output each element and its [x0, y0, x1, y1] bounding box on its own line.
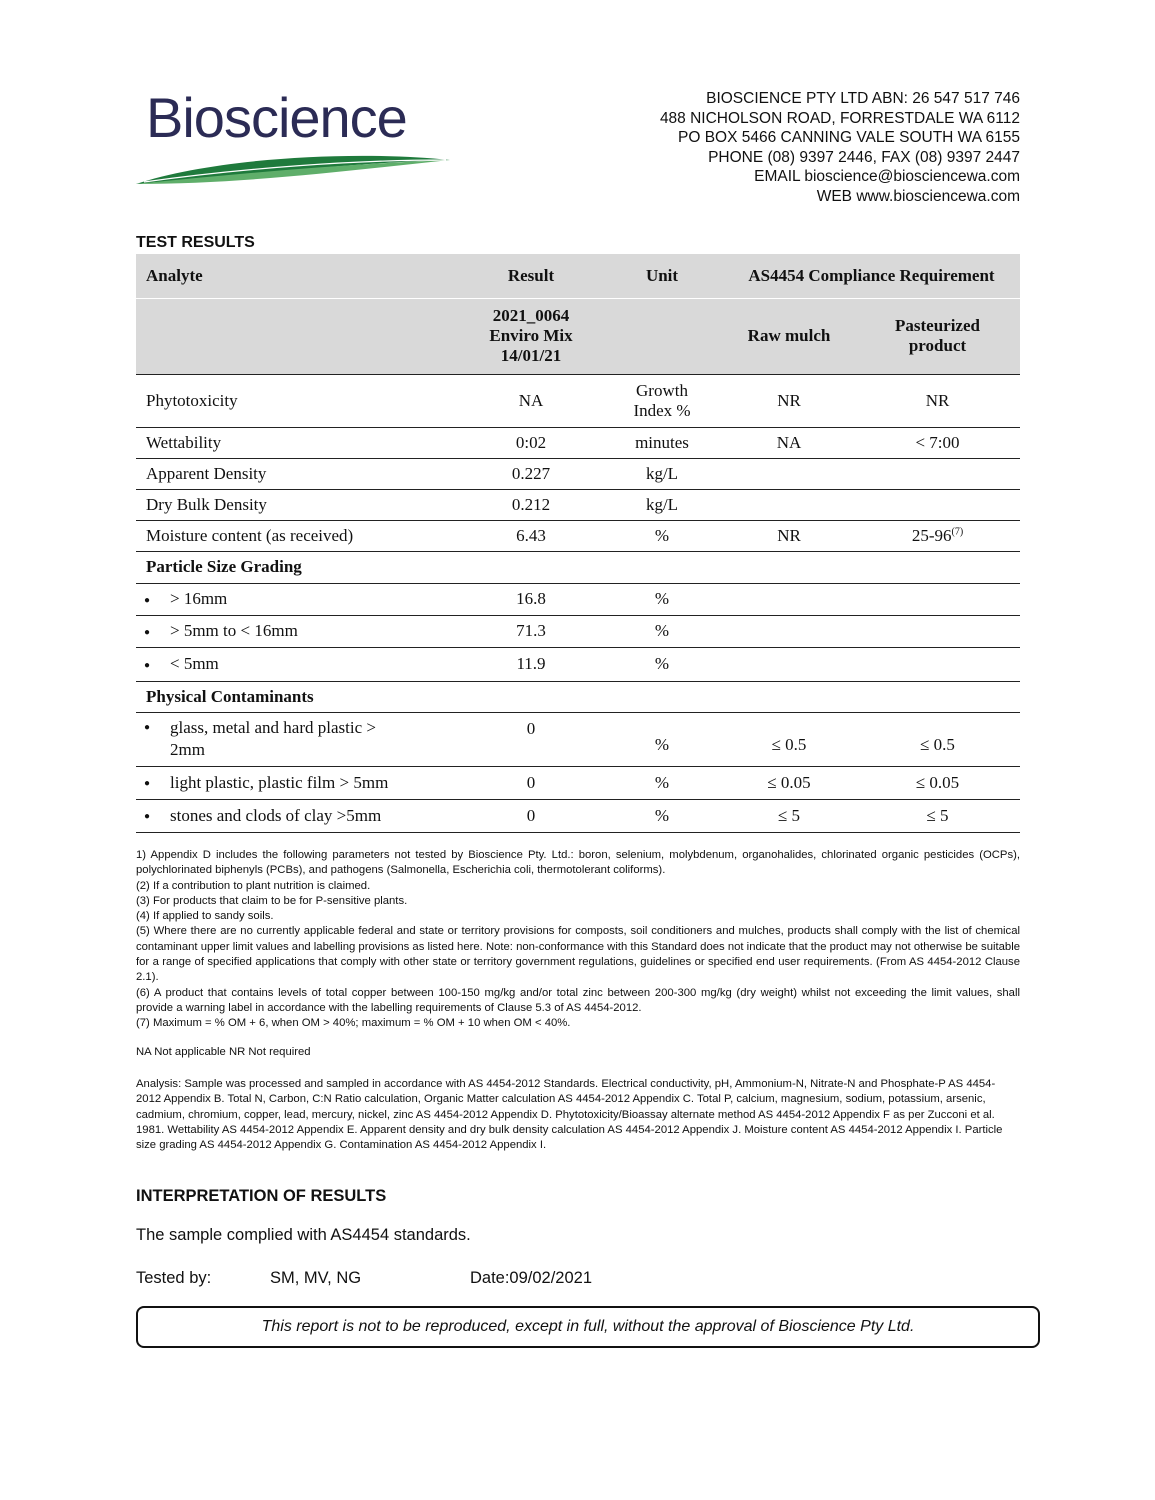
sample-id [461, 298, 601, 374]
table-row [136, 615, 1020, 647]
pasteurized-line1: Pasteurized [895, 316, 980, 335]
analyte-label: < 5mm [170, 654, 219, 673]
result-cell: NA [461, 374, 601, 427]
abbreviation-legend: NA Not applicable NR Not required [136, 1046, 311, 1058]
pasteurized-cell [855, 489, 1020, 520]
test-results-heading: TEST RESULTS [136, 234, 255, 251]
raw-cell: NA [723, 427, 855, 458]
pasteurized-line2: product [908, 336, 967, 355]
unit-cell [601, 374, 723, 427]
raw-cell: NR [723, 520, 855, 551]
company-details [660, 89, 1020, 207]
section-row-particle [136, 551, 1020, 583]
analyte-cell [136, 647, 461, 681]
unit-cell: kg/L [601, 489, 723, 520]
footnote-5: (5) Where there are no currently applicable federal and state or territory provisions for composts, soil conditioners and mulches, products shall comply with the list of chemical contaminant upper limit values and labelling provisions as listed here. Note: non-conformance with this Standard does not indicate that the product may not otherwise be suitable for a range of specified applications that comply with other state or territory government regulations, guidelines or specified end user requirements. (From AS 4454-2012 Clause 2.1). [136, 925, 1020, 984]
table-row [136, 583, 1020, 615]
pasteurized-cell: < 7:00 [855, 427, 1020, 458]
footnotes [136, 848, 1020, 1032]
test-date: Date:09/02/2021 [470, 1269, 593, 1287]
result-cell: 11.9 [461, 647, 601, 681]
company-address: 488 NICHOLSON ROAD, FORRESTDALE WA 6112 [659, 109, 1020, 127]
company-email: EMAIL bioscience@biosciencewa.com [754, 168, 1020, 186]
company-po-box: PO BOX 5466 CANNING VALE SOUTH WA 6155 [678, 129, 1020, 147]
result-cell: 0.227 [461, 458, 601, 489]
footnote-4: (4) If applied to sandy soils. [136, 910, 274, 923]
analyte-label: light plastic, plastic film > 5mm [170, 772, 389, 792]
table-row [136, 647, 1020, 681]
pasteurized-header [855, 298, 1020, 374]
unit-line1: Growth [636, 380, 688, 400]
analyte-cell: Dry Bulk Density [136, 489, 461, 520]
raw-cell: ≤ 0.05 [723, 766, 855, 799]
interpretation-text: The sample complied with AS4454 standards. [136, 1226, 471, 1244]
pasteurized-cell [855, 520, 1020, 551]
result-cell: 0 [461, 799, 601, 832]
header-unit: Unit [601, 254, 723, 298]
raw-cell [723, 489, 855, 520]
bullet-icon: ● [144, 594, 151, 606]
unit-cell: % [601, 712, 723, 766]
particle-size-heading: Particle Size Grading [136, 551, 461, 583]
footnote-7: (7) Maximum = % OM + 6, when OM > 40%; maximum = % OM + 10 when OM < 40%. [136, 1017, 571, 1030]
analyte-cell [136, 799, 461, 832]
raw-cell: ≤ 0.5 [723, 712, 855, 766]
result-cell: 0 [461, 766, 601, 799]
company-phone: PHONE (08) 9397 2446, FAX (08) 9397 2447 [708, 148, 1020, 166]
bullet-icon: ● [144, 722, 151, 733]
bullet-icon: ● [144, 659, 151, 671]
header-compliance: AS4454 Compliance Requirement [723, 254, 1020, 298]
analyte-cell: Phytotoxicity [136, 374, 461, 427]
header-analyte: Analyte [136, 254, 461, 298]
result-cell: 0.212 [461, 489, 601, 520]
unit-line2: Index % [633, 400, 691, 420]
disclaimer-box: This report is not to be reproduced, except in full, without the approval of Bioscience Pty Ltd. [136, 1306, 1040, 1348]
raw-cell: NR [723, 374, 855, 427]
analyte-cell: Moisture content (as received) [136, 520, 461, 551]
unit-cell: % [601, 520, 723, 551]
analyte-cell [136, 615, 461, 647]
table-subheader-row [136, 298, 1020, 374]
header-result: Result [461, 254, 601, 298]
moisture-range: 25-96 [911, 525, 952, 545]
sample-code: 2021_0064 [492, 306, 570, 325]
unit-cell: % [601, 766, 723, 799]
table-row [136, 374, 1020, 427]
analyte-label: > 16mm [170, 589, 228, 608]
unit-cell: kg/L [601, 458, 723, 489]
result-cell: 0:02 [461, 427, 601, 458]
table-row [136, 712, 1020, 766]
result-cell: 71.3 [461, 615, 601, 647]
analyte-label: stones and clods of clay >5mm [170, 805, 382, 825]
bullet-icon: ● [144, 778, 151, 790]
analysis-methods: Analysis: Sample was processed and sampled in accordance with AS 4454-2012 Standards. Electrical conductivity, pH, Ammonium-N, Nitrate-N and Phosphate-P AS 4454-2012 Appendix B. Total N, Carbon, C:N Ratio calculation, Organic Matter calculation AS 4454-2012 Appendix C. Total P, calcium, magnesium, sodium, potassium, arsenic, cadmium, chromium, copper, lead, mercury, nickel, zinc AS 4454-2012 Appendix D. Phytotoxicity/Bioassay alternate method AS 4454-2012 Appendix F as per Zucconi et al. 1981. Wettability AS 4454-2012 Appendix E. Apparent density and dry bulk density calculation AS 4454-2012 Appendix J. Moisture content AS 4454-2012 Appendix I. Particle size grading AS 4454-2012 Appendix G. Contamination AS 4454-2012 Appendix I. [136, 1078, 1003, 1152]
table-row [136, 458, 1020, 489]
sample-date: 14/01/21 [500, 346, 562, 365]
table-row [136, 766, 1020, 799]
analyte-label: glass, metal and hard plastic > 2mm [170, 718, 376, 759]
pasteurized-cell: ≤ 5 [855, 799, 1020, 832]
sample-name: Enviro Mix [489, 326, 573, 345]
footnote-1: 1) Appendix D includes the following parameters not tested by Bioscience Pty. Ltd.: boron, selenium, molybdenum, organohalides, chlorinated organic pesticides (OCPs), polychlorinated biphenyls (PCBs), and pathogens (Salmonella, Escherichia coli, thermotolerant coliforms). [136, 849, 1020, 877]
raw-cell [723, 458, 855, 489]
analyte-cell: Apparent Density [136, 458, 461, 489]
analyte-label: > 5mm to < 16mm [170, 621, 298, 640]
table-row [136, 520, 1020, 551]
interpretation-heading: INTERPRETATION OF RESULTS [136, 1187, 387, 1205]
pasteurized-cell: ≤ 0.05 [855, 766, 1020, 799]
unit-cell: % [601, 799, 723, 832]
logo-text: Bioscience [146, 86, 407, 149]
bioscience-logo [134, 86, 454, 198]
tested-by-names: SM, MV, NG [270, 1269, 362, 1287]
table-row [136, 427, 1020, 458]
unit-cell: % [601, 647, 723, 681]
results-table [136, 254, 1020, 833]
physical-contaminants-heading: Physical Contaminants [136, 681, 461, 712]
tested-by-label: Tested by: [136, 1269, 212, 1287]
pasteurized-cell [855, 458, 1020, 489]
result-cell: 6.43 [461, 520, 601, 551]
raw-cell: ≤ 5 [723, 799, 855, 832]
table-row [136, 799, 1020, 832]
analyte-cell [136, 583, 461, 615]
raw-mulch-header: Raw mulch [723, 298, 855, 374]
analyte-cell [136, 766, 461, 799]
bullet-icon: ● [144, 626, 151, 638]
table-header-row [136, 254, 1020, 298]
company-web: WEB www.biosciencewa.com [816, 187, 1020, 205]
analyte-cell [136, 712, 461, 766]
analyte-cell: Wettability [136, 427, 461, 458]
footnote-2: (2) If a contribution to plant nutrition is claimed. [136, 879, 371, 892]
result-cell: 16.8 [461, 583, 601, 615]
company-abn: BIOSCIENCE PTY LTD ABN: 26 547 517 746 [706, 90, 1020, 107]
bullet-icon: ● [144, 811, 151, 823]
footnote-3: (3) For products that claim to be for P-sensitive plants. [136, 894, 408, 907]
leaf-icon [134, 148, 454, 192]
unit-cell: minutes [601, 427, 723, 458]
pasteurized-cell: ≤ 0.5 [855, 712, 1020, 766]
table-row [136, 489, 1020, 520]
unit-cell: % [601, 583, 723, 615]
footnote-ref: (7) [951, 525, 964, 537]
section-row-contaminants [136, 681, 1020, 712]
result-cell: 0 [461, 712, 601, 766]
unit-cell: % [601, 615, 723, 647]
footnote-6: (6) A product that contains levels of total copper between 100-150 mg/kg and/or total zinc between 200-300 mg/kg (dry weight) whilst not exceeding the limit values, shall provide a warning label in accordance with the labelling requirements of Clause 5.3 of AS 4454-2012. [136, 986, 1020, 1014]
pasteurized-cell: NR [855, 374, 1020, 427]
